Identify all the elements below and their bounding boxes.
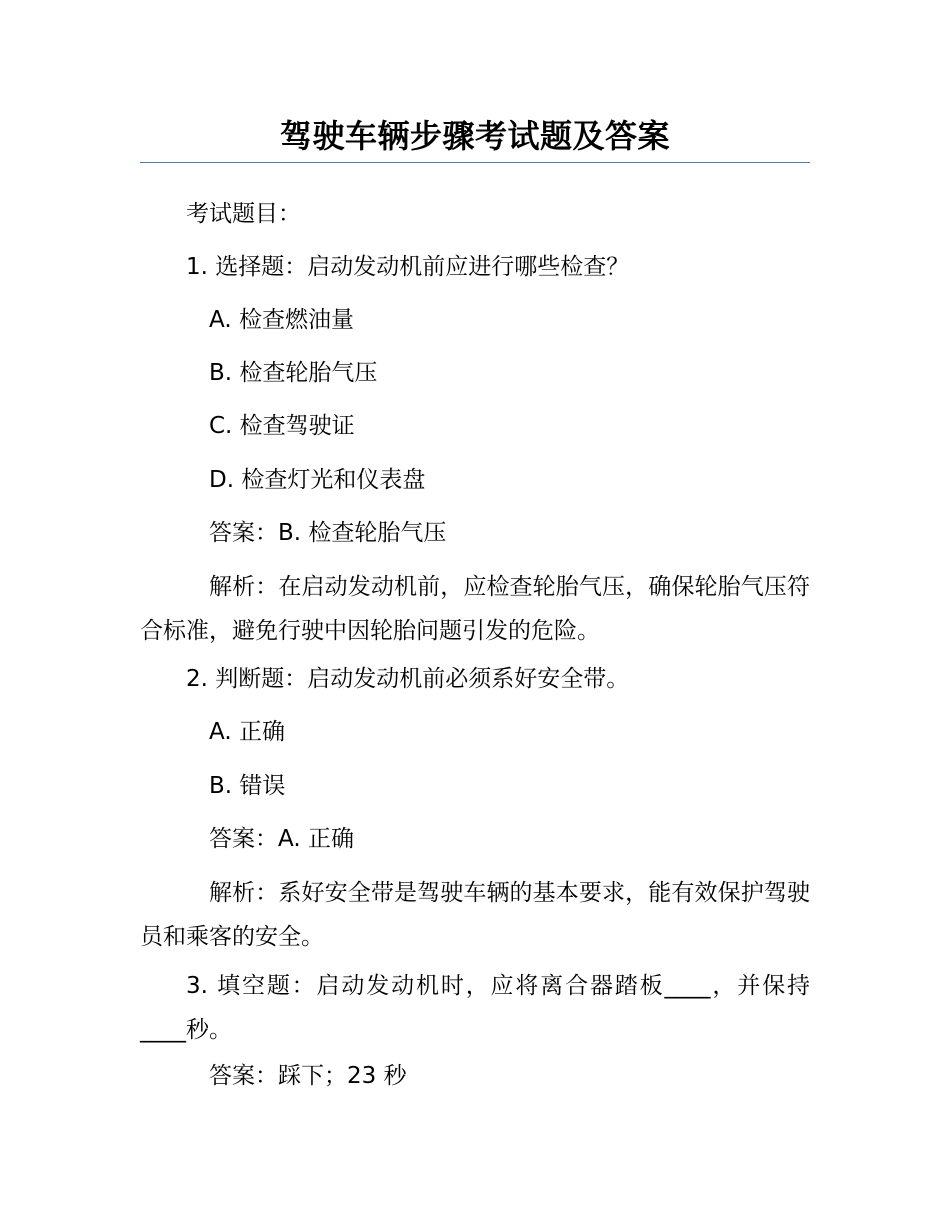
question-1-option-d: D. 检查灯光和仪表盘	[209, 467, 426, 493]
title-underline	[140, 162, 810, 163]
question-2-answer: 答案：A. 正确	[209, 826, 354, 852]
question-2-stem: 2. 判断题：启动发动机前必须系好安全带。	[186, 666, 630, 692]
question-1-answer: 答案：B. 检查轮胎气压	[209, 520, 447, 546]
question-1-stem: 1. 选择题：启动发动机前应进行哪些检查？	[186, 254, 630, 280]
question-3-stem: 3. 填空题：启动发动机时，应将离合器踏板____，并保持____秒。	[140, 973, 810, 1043]
question-1-option-b: B. 检查轮胎气压	[209, 360, 378, 386]
document-title: 驾驶车辆步骤考试题及答案	[279, 117, 670, 155]
question-1-option-c: C. 检查驾驶证	[209, 413, 355, 439]
question-2-explanation: 解析：系好安全带是驾驶车辆的基本要求，能有效保护驾驶员和乘客的安全。	[140, 880, 810, 950]
question-3-answer: 答案：踩下；23 秒	[209, 1063, 407, 1089]
intro-label: 考试题目：	[186, 201, 301, 227]
question-2-option-b: B. 错误	[209, 773, 286, 799]
question-2-option-a: A. 正确	[209, 719, 285, 745]
question-1-option-a: A. 检查燃油量	[209, 307, 354, 333]
question-1-explanation: 解析：在启动发动机前，应检查轮胎气压，确保轮胎气压符合标准，避免行驶中因轮胎问题引发的危险。	[140, 574, 810, 644]
